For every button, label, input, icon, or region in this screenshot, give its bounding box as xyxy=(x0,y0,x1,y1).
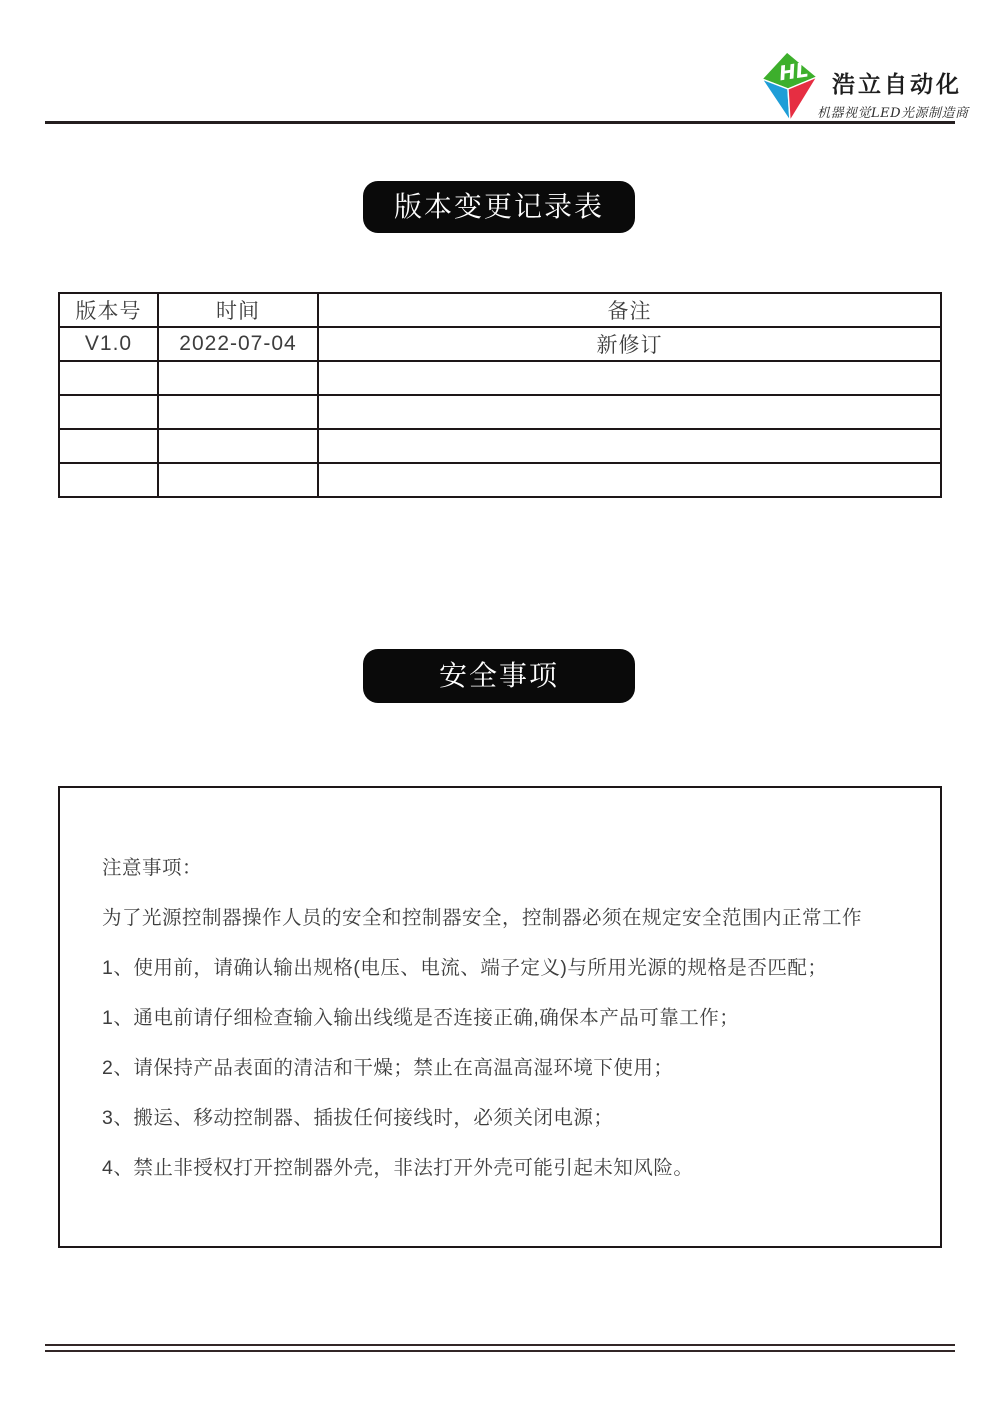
cell-time xyxy=(158,395,318,429)
cell-version: V1.0 xyxy=(59,327,158,361)
table-header-row xyxy=(59,293,941,327)
cell-version xyxy=(59,429,158,463)
cell-remark xyxy=(318,395,941,429)
safety-item: 1、使用前，请确认输出规格(电压、电流、端子定义)与所用光源的规格是否匹配； xyxy=(102,957,828,979)
table-row xyxy=(59,327,941,361)
logo-monogram: HL xyxy=(777,57,810,86)
table-row xyxy=(59,463,941,497)
safety-banner: 安全事项 xyxy=(363,649,635,703)
cell-time: 2022-07-04 xyxy=(158,327,318,361)
cell-time xyxy=(158,463,318,497)
safety-notes-box xyxy=(58,786,942,1248)
company-name: 浩立自动化 xyxy=(832,71,962,97)
cell-version xyxy=(59,395,158,429)
col-header-version: 版本号 xyxy=(59,293,158,327)
safety-item: 4、禁止非授权打开控制器外壳，非法打开外壳可能引起未知风险。 xyxy=(102,1157,694,1179)
safety-heading: 注意事项： xyxy=(102,857,203,879)
cell-remark xyxy=(318,463,941,497)
table-row xyxy=(59,429,941,463)
company-tagline: 机器视觉LED光源制造商 xyxy=(817,106,969,121)
table-row xyxy=(59,395,941,429)
safety-intro: 为了光源控制器操作人员的安全和控制器安全，控制器必须在规定安全范围内正常工作 xyxy=(102,907,863,929)
version-record-banner: 版本变更记录表 xyxy=(363,181,635,233)
col-header-time: 时间 xyxy=(158,293,318,327)
version-table xyxy=(58,292,942,498)
cell-remark xyxy=(318,429,941,463)
safety-item: 2、请保持产品表面的清洁和干燥；禁止在高温高湿环境下使用； xyxy=(102,1057,674,1079)
safety-item: 3、搬运、移动控制器、插拔任何接线时，必须关闭电源； xyxy=(102,1107,614,1129)
cell-remark xyxy=(318,361,941,395)
table-row xyxy=(59,361,941,395)
gem-logo-icon xyxy=(756,46,824,124)
footer-divider-bottom xyxy=(45,1350,955,1352)
cell-time xyxy=(158,429,318,463)
cell-version xyxy=(59,361,158,395)
safety-item: 1、通电前请仔细检查输入输出线缆是否连接正确,确保本产品可靠工作； xyxy=(102,1007,740,1029)
cell-time xyxy=(158,361,318,395)
footer-divider-top xyxy=(45,1344,955,1346)
col-header-remark: 备注 xyxy=(318,293,941,327)
cell-remark: 新修订 xyxy=(318,327,941,361)
header-divider xyxy=(45,121,955,124)
cell-version xyxy=(59,463,158,497)
